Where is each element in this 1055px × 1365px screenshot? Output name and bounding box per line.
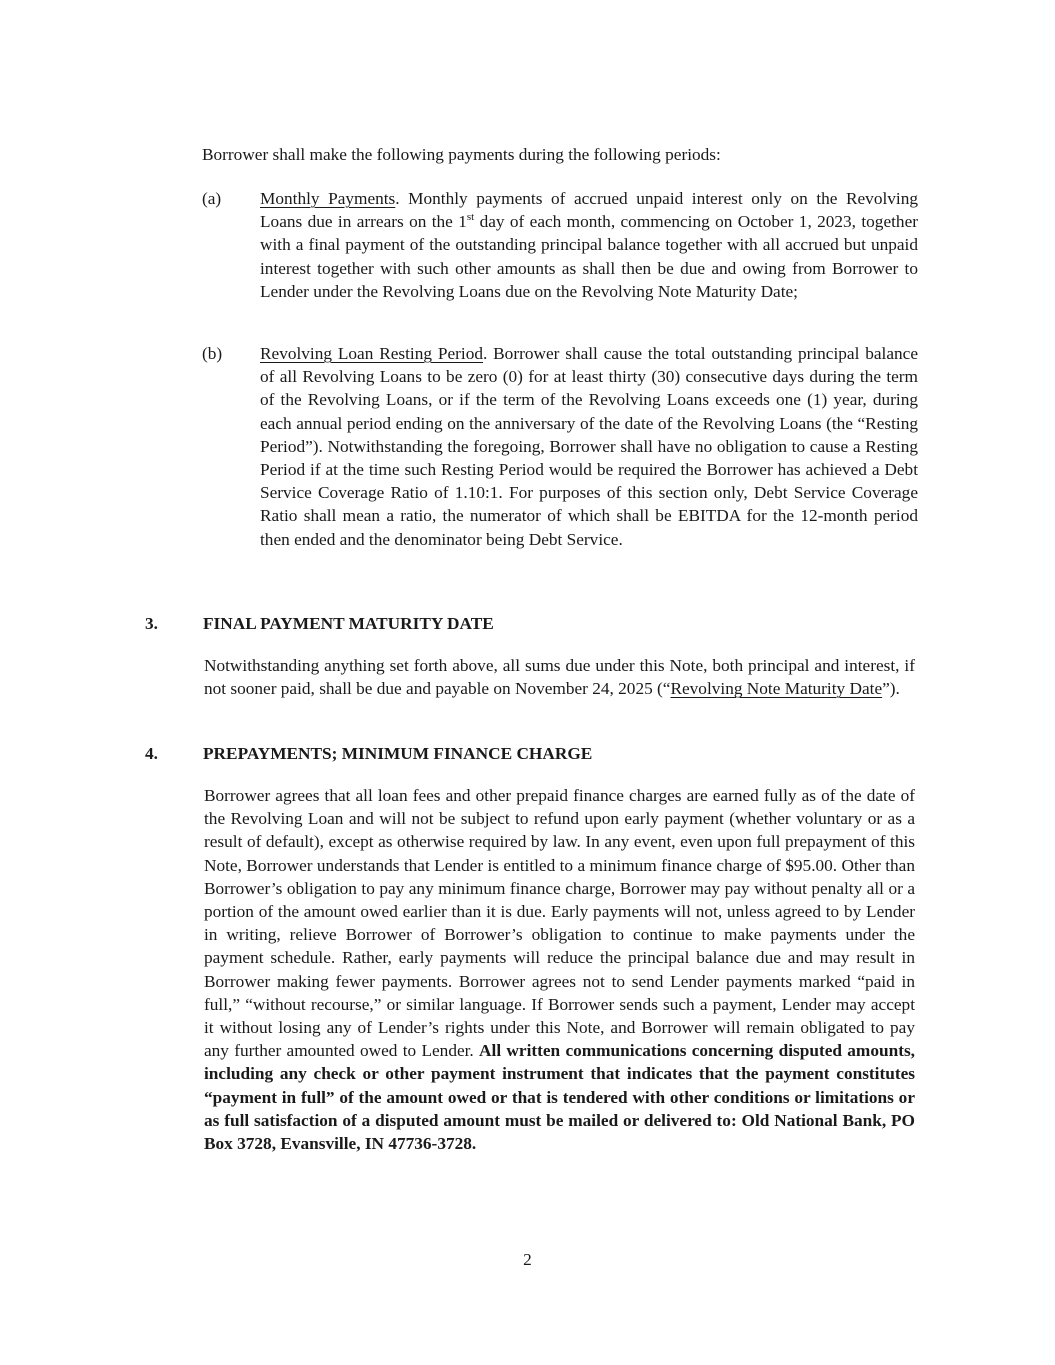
section-text: Borrower agrees that all loan fees and other prepaid finance charges are earned fully as of the date of the Revolving Loan and will not be subject to refund upon early payment (whether voluntary or as a result of default), except as otherwise required by law. In any event, even upon full prepayment of this Note, Borrower understands that Lender is entitled to a minimum finance charge of $95.00. Other than Borrower’s obligation to pay any minimum finance charge, Borrower may pay without penalty all or a portion of the amount owed earlier than it is due. Early payments will not, unless agreed to by Lender in writing, relieve Borrower of Borrower’s obligation to continue to make payments under the payment schedule. Rather, early payments will reduce the principal balance due and may result in Borrower making fewer payments. Borrower agrees not to send Lender payments marked “paid in full,” “without recourse,” or similar language. If Borrower sends such a payment, Lender may accept it without losing any of Lender’s rights under this Note, and Borrower will remain obligated to pay any further amounted owed to Lender. bbox=[204, 786, 915, 1061]
section-number: 3. bbox=[145, 614, 158, 633]
intro-text: Borrower shall make the following payments during the following periods: bbox=[202, 145, 721, 164]
page-number: 2 bbox=[523, 1250, 532, 1269]
item-label: (b) bbox=[202, 344, 223, 363]
item-label: (a) bbox=[202, 189, 222, 208]
item-text: . Monthly payments of accrued unpaid interest only on the Revolving Loans due in arrears on the 1 bbox=[260, 189, 918, 232]
section-text: Notwithstanding anything set forth above, all sums due under this Note, both principal and interest, if not sooner paid, shall be due and payable on November 24, 2025 (“ bbox=[204, 656, 915, 699]
item-body bbox=[260, 187, 918, 303]
defined-term: Revolving Note Maturity Date bbox=[670, 679, 883, 699]
ordinal-suffix: st bbox=[466, 211, 475, 224]
section-number: 4. bbox=[145, 744, 158, 763]
item-text-continued: day of each month, commencing on October 1, 2023, together with a final payment of the outstanding principal balance together with all accrued but unpaid interest together with such other amounts as shall then be due and owing from Borrower to Lender under the Revolving Loans due on the Revolving Note Maturity Date; bbox=[260, 212, 918, 301]
section-text-end: ”). bbox=[882, 679, 900, 699]
section-title: FINAL PAYMENT MATURITY DATE bbox=[203, 614, 494, 633]
item-title: Revolving Loan Resting Period bbox=[260, 344, 483, 363]
bold-notice: All written communications concerning disputed amounts, including any check or other payment instrument that indicates that the payment constitutes “payment in full” of the amount owed or that is tendered with other conditions or limitations or as full satisfaction of a disputed amount must be mailed or delivered to: Old National Bank, PO Box 3728, Evansville, IN 47736-3728. bbox=[204, 1041, 915, 1154]
item-text: . Borrower shall cause the total outstanding principal balance of all Revolving Loans to be zero (0) for at least thirty (30) consecutive days during the term of the Revolving Loans, or if the term of the Revolving Loans exceeds one (1) year, during each annual period ending on the anniversary of the date of the Revolving Loans (the “Resting Period”). Notwithstanding the foregoing, Borrower shall have no obligation to cause a Resting Period if at the time such Resting Period would be required the Borrower has achieved a Debt Service Coverage Ratio of 1.10:1. For purposes of this section only, Debt Service Coverage Ratio shall mean a ratio, the numerator of which shall be EBITDA for the 12-month period then ended and the denominator being Debt Service. bbox=[260, 344, 918, 549]
item-title: Monthly Payments bbox=[260, 189, 396, 208]
item-body bbox=[260, 342, 918, 551]
section-4-body bbox=[204, 784, 915, 1155]
section-title: PREPAYMENTS; MINIMUM FINANCE CHARGE bbox=[203, 744, 593, 763]
payment-item-a bbox=[202, 187, 918, 303]
section-3-body bbox=[204, 654, 915, 700]
payment-item-b bbox=[202, 342, 918, 551]
